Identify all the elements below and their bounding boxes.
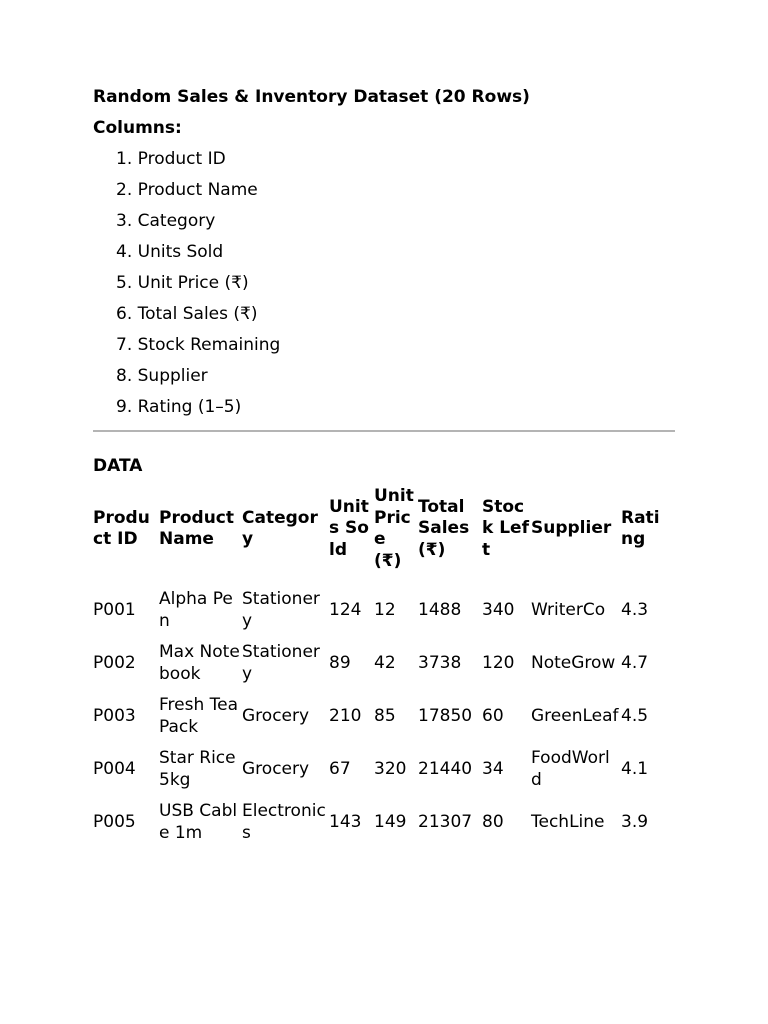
table-cell: 4.3 xyxy=(621,599,649,620)
list-item: 1. Product ID xyxy=(116,149,226,169)
document-title: Random Sales & Inventory Dataset (20 Rows) xyxy=(93,87,530,107)
list-item: 7. Stock Remaining xyxy=(116,335,281,355)
table-cell: 210 xyxy=(329,705,362,726)
table-cell: 120 xyxy=(482,652,515,673)
columns-heading: Columns: xyxy=(93,118,182,138)
table-header-cell: Unit Price (₹) xyxy=(374,486,414,571)
table-row xyxy=(92,796,666,849)
list-item: 6. Total Sales (₹) xyxy=(116,304,258,324)
table-cell: 42 xyxy=(374,652,396,673)
list-item: 2. Product Name xyxy=(116,180,258,200)
table-cell: 4.5 xyxy=(621,705,649,726)
table-cell: Fresh Tea Pack xyxy=(159,695,239,737)
table-cell: 3738 xyxy=(418,652,462,673)
list-item: 4. Units Sold xyxy=(116,242,224,262)
table-cell: 60 xyxy=(482,705,504,726)
list-item: 8. Supplier xyxy=(116,366,208,386)
table-row xyxy=(92,637,666,690)
table-cell: P003 xyxy=(93,705,136,726)
table-row xyxy=(92,584,666,637)
table-cell: 124 xyxy=(329,599,362,620)
table-cell: Alpha Pen xyxy=(159,589,233,631)
table-cell: Electronics xyxy=(242,801,326,843)
table-row xyxy=(92,690,666,743)
table-cell: 4.7 xyxy=(621,652,649,673)
table-cell: USB Cable 1m xyxy=(159,801,238,843)
table-cell: 21440 xyxy=(418,758,473,779)
table-cell: GreenLeaf xyxy=(531,705,619,726)
list-item: 9. Rating (1–5) xyxy=(116,397,242,417)
columns-list xyxy=(116,148,280,427)
table-cell: P004 xyxy=(93,758,136,779)
table-header-cell: Supplier xyxy=(531,518,612,539)
list-item: 5. Unit Price (₹) xyxy=(116,273,249,293)
table-header-cell: Category xyxy=(242,507,318,549)
table-cell: WriterCo xyxy=(531,599,606,620)
table-cell: 80 xyxy=(482,811,504,832)
table-cell: 34 xyxy=(482,758,504,779)
table-cell: TechLine xyxy=(531,811,605,832)
table-cell: 3.9 xyxy=(621,811,649,832)
table-cell: Max Notebook xyxy=(159,642,240,684)
table-cell: P002 xyxy=(93,652,136,673)
table-cell: P001 xyxy=(93,599,136,620)
table-cell: Grocery xyxy=(242,758,310,779)
table-cell: 67 xyxy=(329,758,351,779)
table-cell: Stationery xyxy=(242,642,320,684)
data-table xyxy=(92,486,666,849)
table-cell: Grocery xyxy=(242,705,310,726)
table-header-cell: Rating xyxy=(621,507,660,549)
list-item: 3. Category xyxy=(116,211,216,231)
table-cell: 17850 xyxy=(418,705,473,726)
table-cell: FoodWorld xyxy=(531,748,610,790)
table-cell: 1488 xyxy=(418,599,462,620)
table-cell: 149 xyxy=(374,811,407,832)
table-header-cell: Product Name xyxy=(159,507,234,549)
table-header-cell: Units Sold xyxy=(329,496,369,560)
table-cell: NoteGrow xyxy=(531,652,616,673)
table-header-cell: Stock Left xyxy=(482,496,529,560)
table-cell: 143 xyxy=(329,811,362,832)
data-heading: DATA xyxy=(93,456,143,476)
table-header-cell: Product ID xyxy=(93,507,150,549)
table-cell: 89 xyxy=(329,652,351,673)
table-cell: Star Rice 5kg xyxy=(159,748,236,790)
table-cell: 4.1 xyxy=(621,758,649,779)
table-row xyxy=(92,743,666,796)
table-cell: 21307 xyxy=(418,811,473,832)
table-cell: 85 xyxy=(374,705,396,726)
table-cell: 320 xyxy=(374,758,407,779)
table-header-cell: Total Sales (₹) xyxy=(418,496,470,560)
table-cell: P005 xyxy=(93,811,136,832)
table-header-row xyxy=(92,486,666,584)
table-cell: 12 xyxy=(374,599,396,620)
horizontal-divider xyxy=(93,430,675,432)
table-cell: 340 xyxy=(482,599,515,620)
table-cell: Stationery xyxy=(242,589,320,631)
